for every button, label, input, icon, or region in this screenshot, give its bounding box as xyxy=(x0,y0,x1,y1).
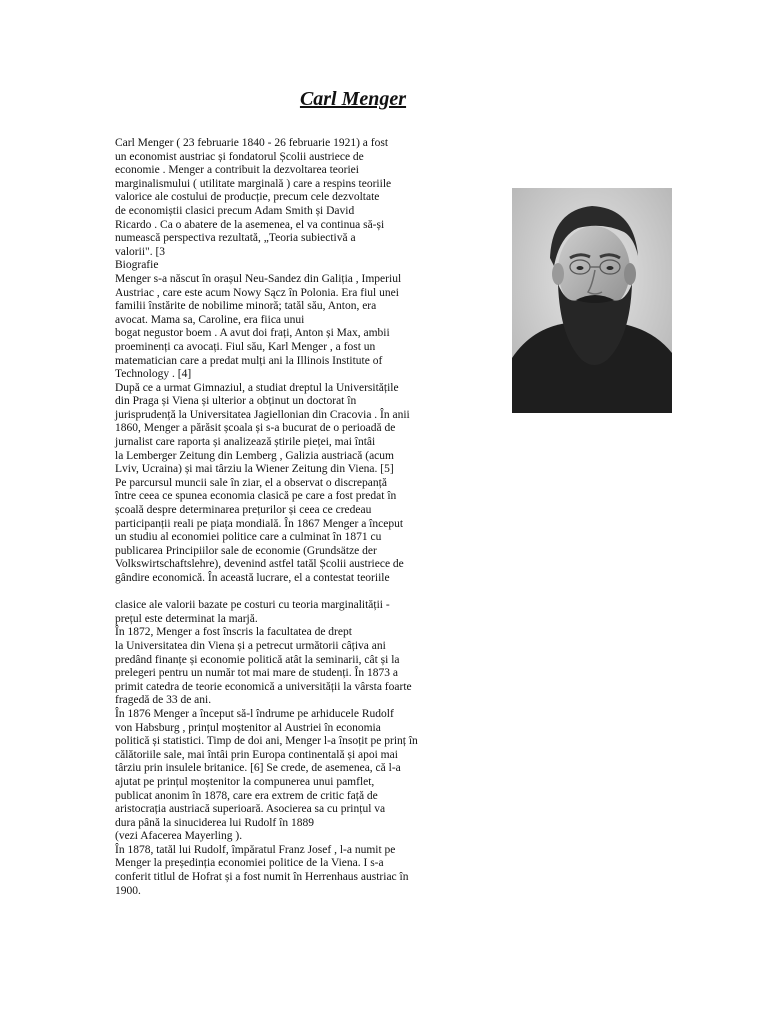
text-line: școală despre determinarea prețurilor și ceea ce credeau xyxy=(115,504,372,517)
text-line: familii înstărite de nobilime minoră; tatăl său, Anton, era xyxy=(115,300,377,313)
text-line: proeminenți ca avocați. Fiul său, Karl Menger , a fost un xyxy=(115,340,376,353)
text-line: Pe parcursul muncii sale în ziar, el a observat o discrepanță xyxy=(115,476,387,489)
text-line: Menger la președinția economiei politice de la Viena. I s-a xyxy=(115,857,384,870)
text-line: Austriac , care este acum Nowy Sącz în Polonia. Era fiul unei xyxy=(115,286,399,299)
text-line: din Praga și Viena și ulterior a obținut un doctorat în xyxy=(115,395,357,408)
text-line: Ricardo . Ca o abatere de la asemenea, el va continua să-și xyxy=(115,218,385,231)
text-line: aristocrația austriacă superioară. Asocierea sa cu prințul va xyxy=(115,803,386,816)
text-line: valorice ale costului de producție, precum cele dezvoltate xyxy=(115,191,380,204)
text-line: conferit titlul de Hofrat și a fost numit în Herrenhaus austriac în xyxy=(115,871,409,884)
text-line: publicarea Principiilor sale de economie (Grundsätze der xyxy=(115,544,377,557)
text-line: un economist austriac și fondatorul Școlii austriece de xyxy=(115,150,364,163)
text-line: În 1876 Menger a început să-l îndrume pe arhiducele Rudolf xyxy=(115,707,394,720)
text-line: von Habsburg , prințul moștenitor al Austriei în economia xyxy=(115,721,381,734)
text-line: dura până la sinuciderea lui Rudolf în 1889 xyxy=(115,816,314,829)
text-line: bogat negustor boem . A avut doi frați, Anton și Max, ambii xyxy=(115,327,390,340)
page-title: Carl Menger xyxy=(299,88,407,110)
text-line xyxy=(115,586,465,600)
text-line: clasice ale valorii bazate pe costuri cu teoria marginalității - xyxy=(115,599,390,612)
text-line: predând finanțe și economie politică atât la seminarii, cât și la xyxy=(115,653,400,666)
text-line: Biografie xyxy=(115,259,159,272)
text-line: În 1878, tatăl lui Rudolf, împăratul Franz Josef , l-a numit pe xyxy=(115,843,396,856)
text-line: ajutat pe prințul moștenitor la compunerea unui pamflet, xyxy=(115,775,375,788)
text-line: la Lemberger Zeitung din Lemberg , Galizia austriacă (acum xyxy=(115,449,394,462)
text-line: călătoriile sale, mai întâi prin Europa continentală și apoi mai xyxy=(115,748,398,761)
article-body xyxy=(115,137,465,898)
text-line: gândire economică. În această lucrare, el a contestat teoriile xyxy=(115,572,390,584)
text-line: 1900. xyxy=(115,884,141,897)
text-line: prelegeri pentru un număr tot mai mare de studenți. În 1873 a xyxy=(115,667,398,680)
text-line: marginalismului ( utilitate marginală ) care a respins teoriile xyxy=(115,177,392,190)
text-line: (vezi Afacerea Mayerling ). xyxy=(115,830,243,843)
text-line: prețul este determinat la marjă. xyxy=(115,612,258,625)
text-line: Menger s-a născut în orașul Neu-Sandez din Galiția , Imperiul xyxy=(115,272,402,285)
text-line: Volkswirtschaftslehre), devenind astfel tatăl Școlii austriece de xyxy=(115,558,404,571)
text-line: un studiu al economiei politice care a culminat în 1871 cu xyxy=(115,531,382,544)
text-line: jurisprudență la Universitatea Jagiellonian din Cracovia . În anii xyxy=(115,408,410,421)
text-line: la Universitatea din Viena și a petrecut următorii câțiva ani xyxy=(115,639,386,652)
text-line: publicat anonim în 1878, care era extrem de critic față de xyxy=(115,789,378,802)
text-line: avocat. Mama sa, Caroline, era fiica unui xyxy=(115,313,305,326)
text-line: După ce a urmat Gimnaziul, a studiat dreptul la Universitățile xyxy=(115,381,399,394)
text-line: Lviv, Ucraina) și mai târziu la Wiener Zeitung din Viena. [5] xyxy=(115,463,394,476)
text-line: matematician care a predat mulți ani la Illinois Institute of xyxy=(115,354,383,367)
text-line: fragedă de 33 de ani. xyxy=(115,694,212,707)
text-line: valorii". [3 xyxy=(115,245,166,258)
text-line: jurnalist care raporta și analizează știrile pieței, mai întâi xyxy=(115,436,376,449)
text-line: primit catedra de teorie economică a universității la vârsta foarte xyxy=(115,680,412,693)
text-line: economie . Menger a contribuit la dezvoltarea teoriei xyxy=(115,164,359,177)
text-line: participanții reali pe piața mondială. În 1867 Menger a început xyxy=(115,517,404,530)
text-line: Carl Menger ( 23 februarie 1840 - 26 februarie 1921) a fost xyxy=(115,137,389,149)
text-line: Technology . [4] xyxy=(115,368,192,381)
text-line: între ceea ce spunea economia clasică pe care a fost predat în xyxy=(115,490,397,503)
text-line: de economiștii clasici precum Adam Smith și David xyxy=(115,204,355,217)
portrait-photo xyxy=(512,188,672,413)
text-line: În 1872, Menger a fost înscris la facultatea de drept xyxy=(115,626,352,639)
text-line: politică și statistici. Timp de doi ani, Menger l-a însoțit pe prinț în xyxy=(115,735,418,748)
text-line: 1860, Menger a părăsit școala și s-a bucurat de o perioadă de xyxy=(115,422,396,435)
text-line: târziu prin insulele britanice. [6] Se crede, de asemenea, că l-a xyxy=(115,762,401,775)
text-line: numească perspectiva rezultată, „Teoria subiectivă a xyxy=(115,232,356,245)
